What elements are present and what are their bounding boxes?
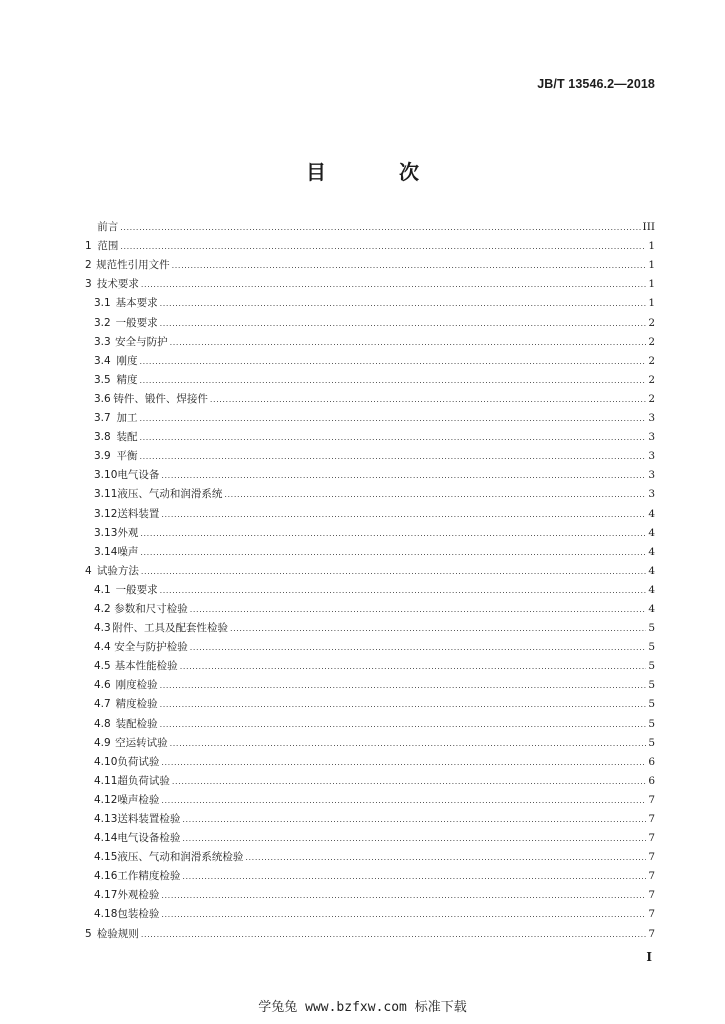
toc-entry-title: 送料装置检验 — [117, 813, 181, 825]
toc-entry-page: 1 — [648, 259, 655, 272]
toc-entry-number: 3.4 — [94, 354, 111, 367]
toc-entry-page: 5 — [648, 679, 655, 692]
toc-dot-leader — [120, 222, 640, 234]
toc-entry-page: 1 — [648, 240, 655, 253]
toc-entry[interactable] — [85, 788, 655, 807]
toc-entry-title: 液压、气动和润滑系统检验 — [117, 851, 244, 864]
toc-entry-title: 基本要求 — [115, 297, 158, 310]
toc-entry-title: 一般要求 — [115, 316, 158, 329]
standard-code: JB/T 13546.2—2018 — [537, 77, 655, 91]
toc-entry-number: 3.13 — [94, 526, 118, 539]
toc-entry[interactable] — [85, 692, 655, 711]
toc-entry-title: 电气设备检验 — [117, 832, 181, 845]
toc-entry-title: 装配检验 — [115, 717, 158, 730]
toc-dot-leader — [160, 680, 647, 692]
toc-entry-number: 4.16 — [94, 870, 118, 883]
toc-entry-number: 4.13 — [94, 813, 118, 825]
page-title: 目 次 — [306, 160, 452, 184]
toc-entry-page: 3 — [648, 469, 655, 482]
toc-entry[interactable] — [85, 310, 655, 329]
toc-entry-title: 前言 — [97, 221, 119, 234]
toc-entry-title: 试验方法 — [96, 564, 139, 577]
toc-dot-leader — [160, 318, 647, 330]
toc-entry-title: 工作精度检验 — [117, 870, 181, 883]
toc-entry[interactable] — [85, 826, 655, 845]
toc-dot-leader — [141, 279, 646, 291]
toc-entry-number: 4.3 — [94, 622, 111, 635]
toc-entry-page: 1 — [648, 297, 655, 310]
toc-entry-number: 4.2 — [94, 602, 111, 615]
toc-entry[interactable] — [85, 750, 655, 769]
toc-entry-title: 平衡 — [116, 450, 138, 463]
toc-entry-number: 4.14 — [94, 832, 118, 845]
toc-entry-title: 精度检验 — [115, 698, 158, 711]
toc-entry[interactable] — [85, 559, 655, 578]
toc-entry-title: 检验规则 — [96, 927, 139, 940]
toc-entry[interactable] — [85, 444, 655, 463]
toc-entry-page: 4 — [648, 583, 655, 596]
toc-entry[interactable] — [85, 272, 655, 291]
toc-entry-page: 3 — [648, 431, 655, 444]
toc-entry-number: 4.6 — [94, 679, 111, 692]
toc-entry-number: 4.8 — [94, 717, 111, 730]
toc-entry-number: 4.15 — [94, 851, 118, 864]
toc-entry-number: 3 — [85, 278, 92, 291]
toc-entry[interactable] — [85, 501, 655, 520]
toc-entry-page: 7 — [648, 851, 655, 864]
toc-entry-title: 空运转试验 — [115, 736, 168, 749]
toc-entry-number: 3.2 — [94, 316, 111, 329]
toc-dot-leader — [170, 738, 647, 750]
toc-entry-number: 3.10 — [94, 469, 118, 482]
toc-entry-page: III — [642, 221, 655, 234]
toc-entry[interactable] — [85, 463, 655, 482]
toc-entry-page: 6 — [648, 755, 655, 768]
toc-entry[interactable] — [85, 921, 655, 940]
toc-entry-title: 精度 — [116, 373, 138, 386]
toc-entry-title: 加工 — [116, 412, 138, 425]
toc-entry-title: 噪声 — [117, 545, 139, 558]
toc-entry-number: 3.1 — [94, 297, 111, 310]
toc-dot-leader — [230, 623, 646, 635]
toc-dot-leader — [141, 566, 646, 578]
toc-entry-number: 3.9 — [94, 450, 111, 463]
toc-entry-title: 超负荷试验 — [117, 774, 170, 787]
toc-entry[interactable] — [85, 521, 655, 540]
toc-dot-leader — [190, 604, 647, 616]
toc-dot-leader — [160, 585, 647, 597]
toc-entry[interactable] — [85, 215, 655, 234]
footer-watermark: 学兔兔 www.bzfxw.com 标准下载 — [258, 1000, 467, 1015]
toc-dot-leader — [172, 776, 646, 788]
toc-entry-page: 5 — [648, 698, 655, 711]
toc-dot-leader — [182, 833, 646, 845]
toc-dot-leader — [161, 890, 646, 902]
toc-entry[interactable] — [85, 406, 655, 425]
toc-entry-page: 4 — [648, 526, 655, 539]
toc-entry[interactable] — [85, 368, 655, 387]
toc-dot-leader — [141, 929, 646, 941]
toc-dot-leader — [139, 432, 646, 444]
toc-entry[interactable] — [85, 291, 655, 310]
toc-dot-leader — [170, 337, 647, 349]
toc-entry-number: 4.11 — [94, 774, 118, 787]
toc-entry[interactable] — [85, 654, 655, 673]
toc-entry-page: 4 — [648, 602, 655, 615]
toc-entry[interactable] — [85, 807, 655, 826]
toc-entry-number: 3.14 — [94, 545, 118, 558]
toc-entry[interactable] — [85, 845, 655, 864]
toc-entry-page: 2 — [648, 316, 655, 329]
toc-entry[interactable] — [85, 902, 655, 921]
toc-entry-title: 外观 — [117, 526, 139, 539]
toc-entry[interactable] — [85, 234, 655, 253]
toc-entry-number: 3.8 — [94, 431, 111, 444]
toc-entry-title: 负荷试验 — [117, 755, 160, 768]
toc-entry-number: 4.5 — [94, 660, 111, 673]
toc-dot-leader — [139, 413, 646, 425]
toc-entry-title: 送料装置 — [117, 507, 160, 520]
toc-entry-number: 4.1 — [94, 583, 111, 596]
toc-entry-page: 5 — [648, 641, 655, 654]
toc-entry-number: 3.12 — [94, 507, 118, 520]
toc-entry[interactable] — [85, 540, 655, 559]
toc-entry-title: 铸件、锻件、焊接件 — [113, 392, 208, 405]
toc-entry-title: 参数和尺寸检验 — [114, 602, 188, 615]
toc-entry-title: 规范性引用文件 — [96, 259, 170, 272]
toc-entry-page: 2 — [648, 335, 655, 348]
toc-entry-number: 4.17 — [94, 889, 118, 902]
toc-dot-leader — [180, 661, 647, 673]
table-of-contents — [85, 215, 655, 941]
toc-dot-leader — [182, 871, 646, 883]
toc-dot-leader — [224, 489, 646, 501]
toc-entry-number: 4.12 — [94, 793, 118, 806]
toc-entry[interactable] — [85, 387, 655, 406]
toc-dot-leader — [182, 814, 646, 826]
toc-entry-page: 4 — [648, 507, 655, 520]
toc-entry[interactable] — [85, 349, 655, 368]
toc-entry-title: 基本性能检验 — [114, 660, 178, 673]
toc-entry-number: 4.7 — [94, 698, 111, 711]
toc-entry[interactable] — [85, 253, 655, 272]
toc-entry-page: 7 — [648, 908, 655, 921]
toc-dot-leader — [172, 260, 647, 272]
toc-entry-number: 3.3 — [94, 335, 111, 348]
toc-entry-number: 1 — [85, 240, 92, 253]
toc-entry-page: 6 — [648, 774, 655, 787]
toc-entry[interactable] — [85, 769, 655, 788]
toc-entry[interactable] — [85, 864, 655, 883]
toc-entry-title: 液压、气动和润滑系统 — [117, 488, 223, 501]
toc-entry-page: 2 — [648, 373, 655, 386]
toc-entry-title: 外观检验 — [117, 889, 160, 902]
toc-entry-page: 5 — [648, 736, 655, 749]
toc-entry-page: 7 — [648, 793, 655, 806]
toc-entry[interactable] — [85, 330, 655, 349]
toc-dot-leader — [161, 795, 646, 807]
toc-entry[interactable] — [85, 673, 655, 692]
toc-entry[interactable] — [85, 597, 655, 616]
toc-dot-leader — [245, 852, 646, 864]
toc-entry-number: 2 — [85, 259, 92, 272]
toc-entry-page: 3 — [648, 488, 655, 501]
toc-entry-title: 噪声检验 — [117, 793, 160, 806]
page-number: I — [646, 950, 652, 964]
toc-entry-number: 5 — [85, 927, 92, 940]
toc-dot-leader — [160, 699, 647, 711]
toc-entry-number: 3.7 — [94, 412, 111, 425]
toc-entry[interactable] — [85, 616, 655, 635]
toc-entry-page: 5 — [648, 717, 655, 730]
toc-dot-leader — [140, 547, 646, 559]
toc-dot-leader — [210, 394, 646, 406]
toc-dot-leader — [120, 241, 646, 253]
toc-dot-leader — [161, 470, 646, 482]
toc-entry-number: 4.18 — [94, 908, 118, 921]
toc-entry[interactable] — [85, 731, 655, 750]
toc-entry-page: 7 — [648, 832, 655, 845]
toc-entry-title: 刚度检验 — [115, 679, 158, 692]
toc-entry-page: 7 — [648, 889, 655, 902]
toc-dot-leader — [139, 451, 646, 463]
toc-dot-leader — [161, 757, 646, 769]
toc-entry-page: 7 — [648, 927, 655, 940]
toc-dot-leader — [139, 356, 646, 368]
toc-dot-leader — [160, 719, 647, 731]
toc-entry-title: 安全与防护 — [115, 335, 168, 348]
toc-dot-leader — [160, 298, 647, 310]
toc-entry[interactable] — [85, 883, 655, 902]
toc-entry-title: 包装检验 — [117, 908, 160, 921]
toc-entry-title: 电气设备 — [117, 469, 160, 482]
toc-entry-title: 一般要求 — [115, 583, 158, 596]
toc-entry-title: 范围 — [97, 240, 119, 253]
toc-entry-number: 4.4 — [94, 641, 111, 654]
toc-entry-page: 5 — [648, 622, 655, 635]
toc-dot-leader — [139, 375, 646, 387]
toc-entry-title: 安全与防护检验 — [114, 641, 188, 654]
toc-entry-page: 7 — [648, 870, 655, 883]
toc-dot-leader — [190, 642, 647, 654]
toc-dot-leader — [161, 509, 646, 521]
toc-entry-page: 1 — [648, 278, 655, 291]
toc-entry-number: 4 — [85, 564, 92, 577]
toc-entry-title: 装配 — [116, 431, 138, 444]
toc-entry-number: 3.5 — [94, 373, 111, 386]
toc-entry-page: 3 — [648, 412, 655, 425]
toc-entry[interactable] — [85, 482, 655, 501]
toc-entry-page: 7 — [648, 813, 655, 825]
toc-entry-title: 刚度 — [116, 354, 138, 367]
toc-entry-number: 3.11 — [94, 488, 118, 501]
toc-entry-number: 4.9 — [94, 736, 111, 749]
toc-entry-page: 4 — [648, 545, 655, 558]
toc-entry-page: 3 — [648, 450, 655, 463]
toc-dot-leader — [161, 909, 646, 921]
toc-entry-number: 3.6 — [94, 392, 111, 405]
toc-entry-title: 附件、工具及配套性检验 — [112, 622, 228, 635]
toc-entry-page: 5 — [648, 660, 655, 673]
toc-entry-page: 2 — [648, 392, 655, 405]
toc-entry[interactable] — [85, 635, 655, 654]
toc-entry-page: 2 — [648, 354, 655, 367]
toc-dot-leader — [140, 528, 646, 540]
toc-entry-page: 4 — [648, 564, 655, 577]
toc-entry-number: 4.10 — [94, 755, 118, 768]
toc-entry-title: 技术要求 — [96, 278, 139, 291]
toc-entry[interactable] — [85, 425, 655, 444]
toc-entry[interactable] — [85, 711, 655, 730]
toc-entry[interactable] — [85, 578, 655, 597]
